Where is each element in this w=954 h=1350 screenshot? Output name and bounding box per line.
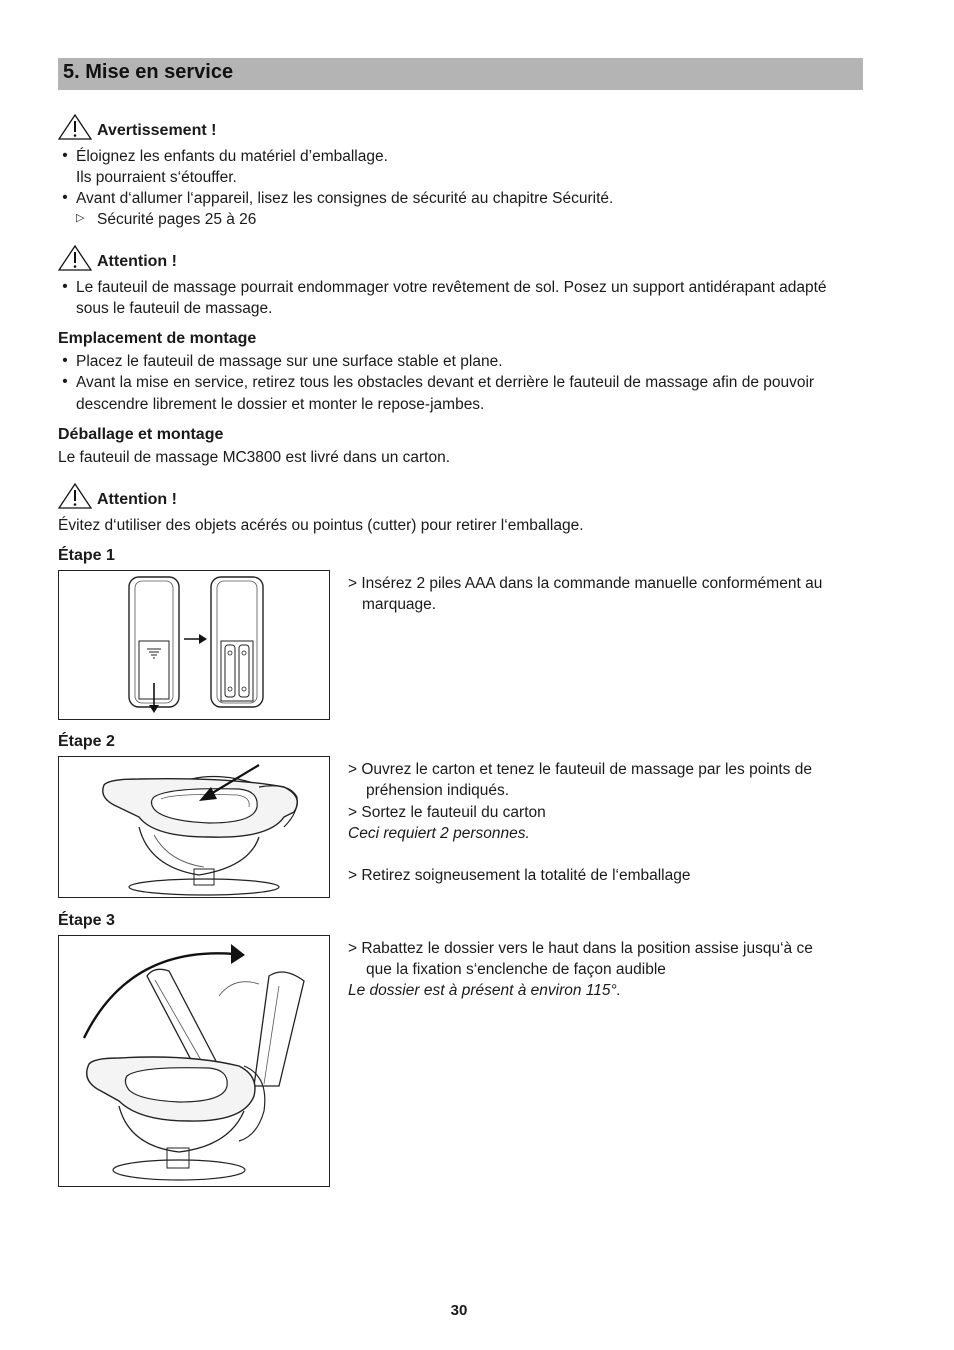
page-number: 30 <box>450 1302 468 1319</box>
step1-text: > Insérez 2 piles AAA dans la commande manuelle conformément au <box>348 575 823 592</box>
attention-text: Évitez d‘utiliser des objets acérés ou pointus (cutter) pour retirer l‘emballage. <box>58 517 584 534</box>
step3-text: > Rabattez le dossier vers le haut dans la position assise jusqu‘à ce <box>348 940 813 957</box>
reference-arrow-icon: ▷ <box>76 212 85 224</box>
remote-battery-icon <box>59 571 329 719</box>
emplacement-text: descendre librement le dossier et monter le repose-jambes. <box>76 396 485 413</box>
step2-text: > Retirez soigneusement la totalité de l‘emballage <box>348 867 691 884</box>
step2-illustration <box>58 756 330 898</box>
deballage-heading: Déballage et montage <box>58 426 224 443</box>
chair-recline-icon <box>59 936 329 1186</box>
warning-triangle-icon <box>58 114 92 140</box>
step2-text: > Ouvrez le carton et tenez le fauteuil de massage par les points de <box>348 761 812 778</box>
warning-text: Ils pourraient s‘étouffer. <box>76 169 237 186</box>
step3-illustration <box>58 935 330 1187</box>
step1-heading: Étape 1 <box>58 547 115 564</box>
attention-heading <box>58 245 177 271</box>
warning-text: Éloignez les enfants du matériel d’emballage. <box>76 148 388 165</box>
warning-triangle-icon <box>58 245 92 271</box>
warning-triangle-icon <box>58 483 92 509</box>
step3-note: Le dossier est à présent à environ 115°. <box>348 982 622 999</box>
attention-text: Le fauteuil de massage pourrait endommager votre revêtement de sol. Posez un support antidérapant adapté <box>76 279 827 296</box>
step2-text: > Sortez le fauteuil du carton <box>348 804 546 821</box>
bullet: • <box>62 352 68 369</box>
deballage-text: Le fauteuil de massage MC3800 est livré dans un carton. <box>58 449 451 466</box>
section-header-bar <box>58 58 863 90</box>
step3-text: que la fixation s‘enclenche de façon audible <box>366 961 666 978</box>
emplacement-heading: Emplacement de montage <box>58 330 257 347</box>
bullet: • <box>62 189 68 206</box>
attention-heading <box>58 483 177 509</box>
step1-illustration <box>58 570 330 720</box>
step2-text: préhension indiqués. <box>366 782 510 799</box>
attention-label: Attention ! <box>97 253 177 270</box>
emplacement-text: Avant la mise en service, retirez tous les obstacles devant et derrière le fauteuil de massage afin de pouvoir <box>76 374 815 391</box>
step3-heading: Étape 3 <box>58 912 115 929</box>
step1-text: marquage. <box>362 596 437 613</box>
warning-text: Avant d‘allumer l‘appareil, lisez les consignes de sécurité au chapitre Sécurité. <box>76 190 614 207</box>
bullet: • <box>62 147 68 164</box>
attention-text: sous le fauteuil de massage. <box>76 300 273 317</box>
warning-heading <box>58 114 216 140</box>
bullet: • <box>62 373 68 390</box>
step2-note: Ceci requiert 2 personnes. <box>348 825 530 842</box>
step2-heading: Étape 2 <box>58 733 115 750</box>
attention-label: Attention ! <box>97 491 177 508</box>
chair-unpacking-icon <box>59 757 329 897</box>
emplacement-text: Placez le fauteuil de massage sur une surface stable et plane. <box>76 353 503 370</box>
section-title: 5. Mise en service <box>63 61 234 83</box>
reference-link[interactable]: Sécurité pages 25 à 26 <box>97 211 257 228</box>
bullet: • <box>62 278 68 295</box>
warning-label: Avertissement ! <box>97 122 217 139</box>
